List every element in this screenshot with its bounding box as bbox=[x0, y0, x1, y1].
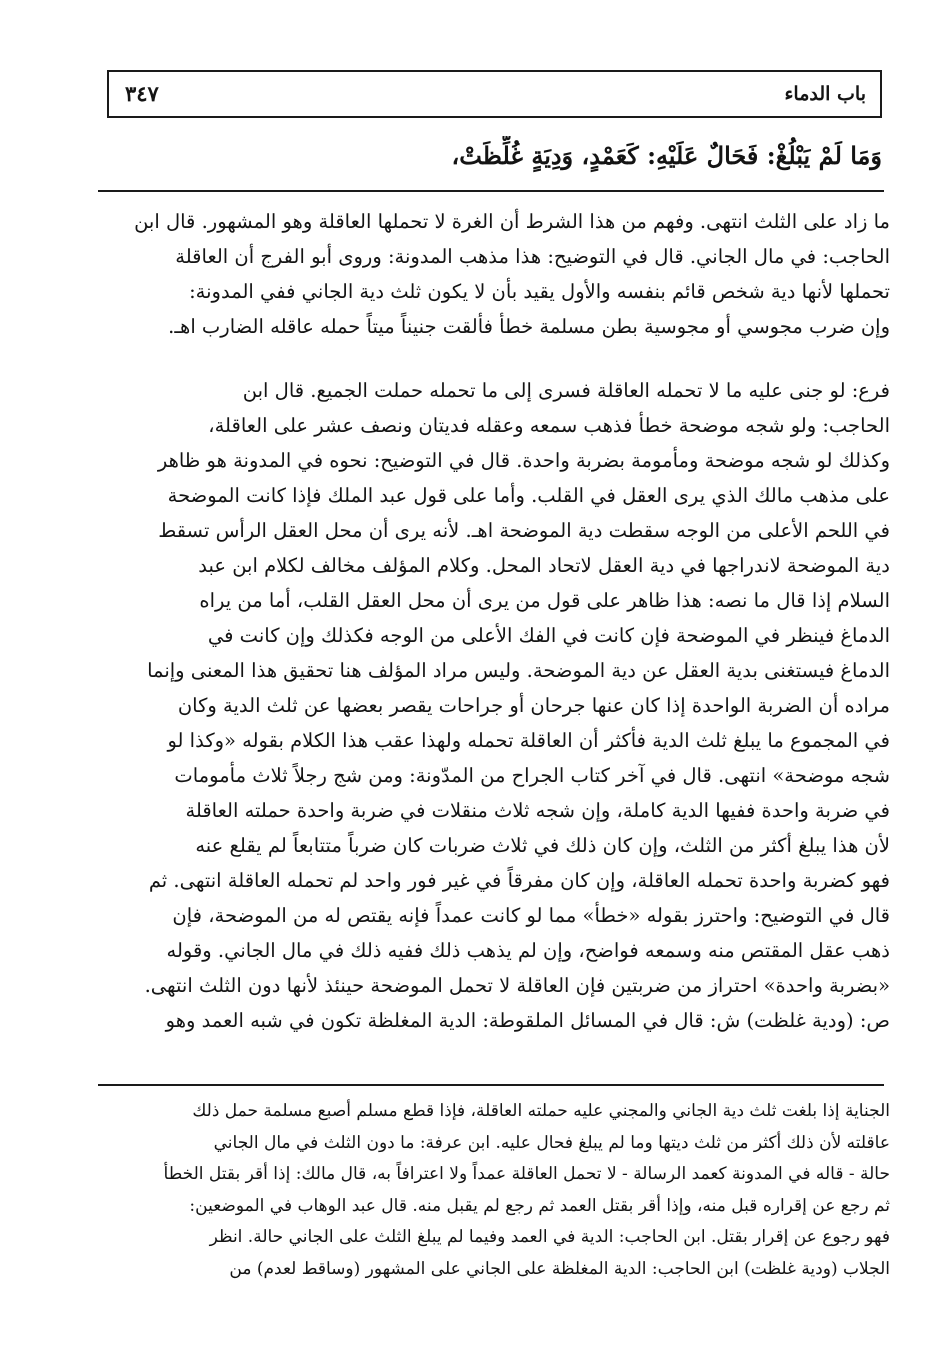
running-header bbox=[107, 70, 882, 118]
commentary-line: ما زاد على الثلث انتهى. وفهم من هذا الشرط أن الغرة لا تحملها العاقلة وهو المشهور. قال ابن bbox=[134, 210, 890, 233]
commentary-line: قال في التوضيح: واحترز بقوله «خطأ» مما لو كانت عمداً فإنه يقتص له من الموضحة، فإن bbox=[172, 904, 890, 927]
commentary-line: لأن هذا يبلغ أكثر من الثلث، وإن كان ذلك في ثلاث ضربات كان ضرباً متتابعاً لم يقلع عنه bbox=[195, 834, 890, 857]
footnotes bbox=[100, 1096, 890, 1285]
commentary-line: وكذلك لو شجه موضحة ومأمومة بضربة واحدة. قال في التوضيح: نحوه في المدونة هو ظاهر bbox=[157, 449, 890, 472]
commentary-line: وإن ضرب مجوسي أو مجوسية بطن مسلمة خطأ فألقت جنيناً ميتاً حمله عاقله الضارب اهـ. bbox=[168, 315, 890, 338]
footnote-divider bbox=[98, 1084, 884, 1086]
commentary-line: ص: (ودية غلظت) ش: قال في المسائل الملقوطة: الدية المغلظة تكون في شبه العمد وهو bbox=[165, 1009, 890, 1032]
commentary-line: الدماغ فينظر في الموضحة فإن كانت في الفك الأعلى من الوجه فكذلك وإن كانت في bbox=[207, 624, 890, 647]
commentary-line: تحملها لأنها دية شخص قائم بنفسه والأول يقيد بأن لا يكون ثلث دية الجاني ففي المدونة: bbox=[189, 280, 890, 303]
footnote-line: ثم رجع عن إقراره قبل منه، وإذا أقر بقتل العمد ثم رجع لم يقبل منه. قال عبد الوهاب في الموضعين: bbox=[189, 1195, 890, 1216]
commentary-line: مراده أن الضربة الواحدة إذا كان عنها جرحان أو جراحات يقصر بعضها عن ثلث الدية وكان bbox=[177, 694, 890, 717]
commentary-paragraph-2 bbox=[92, 373, 890, 1038]
commentary-line: الحاجب: في مال الجاني. قال في التوضيح: هذا مذهب المدونة: وروى أبو الفرج أن العاقلة bbox=[175, 245, 890, 268]
commentary-line: دية الموضحة لاندراجها في دية العقل لاتحاد المحل. وكلام المؤلف مخالف لكلام ابن عبد bbox=[198, 554, 890, 577]
matn-text: وَمَا لَمْ يَبْلُغْ: فَحَالٌ عَلَيْهِ: كَعَمْدٍ، وَدِيَةٍ غُلِّظَتْ، bbox=[451, 141, 882, 170]
commentary-line: في المجموع ما يبلغ ثلث الدية فأكثر أن العاقلة تحمله ولهذا عقب هذا الكلام بقوله «وكذا لو bbox=[167, 729, 890, 752]
commentary-line: في اللحم الأعلى من الوجه سقطت دية الموضحة اهـ. لأنه يرى أن محل العقل الرأس تسقط bbox=[158, 519, 890, 542]
footnote-line: عاقلته لأن ذلك أكثر من ثلث ديتها وما لم يبلغ فحال عليه. ابن عرفة: ما دون الثلث في مال الجاني bbox=[213, 1132, 890, 1153]
footnote-line: الجناية إذا بلغت ثلث دية الجاني والمجني عليه حملته العاقلة، فإذا قطع مسلم أصبع مسلمة حمل ذلك bbox=[192, 1101, 890, 1121]
commentary-line: فرع: لو جنى عليه ما لا تحمله العاقلة فسرى إلى ما تحمله حملت الجميع. قال ابن bbox=[242, 379, 890, 402]
commentary-line: في ضربة واحدة ففيها الدية كاملة، وإن شجه ثلاث منقلات في ضربة واحدة حملته العاقلة bbox=[185, 799, 890, 822]
commentary-line: شجه موضحة» انتهى. قال في آخر كتاب الجراح من المدّونة: ومن شج رجلاً ثلاث مأمومات bbox=[174, 764, 890, 787]
commentary-line: ذهب عقل المقتص منه وسمعه فواضح، وإن لم يذهب ذلك ففيه ذلك في مال الجاني. وقوله bbox=[166, 939, 890, 962]
footnote-line: حالة - قاله في المدونة كعمد الرسالة - لا تحمل العاقلة عمداً ولا اعترافاً به، قال مالك: إذا أقر بقتل الخطأ bbox=[163, 1164, 890, 1184]
footnote-line: فهو رجوع عن إقرار بقتل. ابن الحاجب: الدية في العمد وفيما لم يبلغ الثلث على الجاني حالة. انظر bbox=[209, 1227, 890, 1247]
matn-divider bbox=[98, 190, 884, 192]
footnote-line: الجلاب (ودية غلظت) ابن الحاجب: الدية المغلظة على الجاني على المشهور (وساقط لعدم) من bbox=[229, 1258, 890, 1279]
commentary-line: السلام إذا قال ما نصه: هذا ظاهر على قول من يرى أن محل العقل القلب، أما من يراه bbox=[199, 589, 890, 612]
commentary-line: «بضربة واحدة» احتراز من ضربتين فإن العاقلة لا تحمل الموضحة حينئذ لأنها دون الثلث انتهى. bbox=[144, 974, 890, 997]
commentary-line: الحاجب: ولو شجه موضحة خطأ فذهب سمعه وعقله فديتان ونصف عشر على العاقلة، bbox=[208, 414, 890, 437]
commentary-paragraph-1 bbox=[92, 204, 890, 344]
chapter-title: باب الدماء bbox=[784, 83, 866, 105]
page-number: ٣٤٧ bbox=[125, 81, 159, 106]
commentary-line: الدماغ فيستغنى بدية العقل عن دية الموضحة. وليس مراد المؤلف هنا تحقيق هذا المعنى وإنما bbox=[147, 659, 890, 682]
commentary-line: فهو كضربة واحدة تحمله العاقلة، وإن كان مفرقاً في غير فور واحد لم تحمله العاقلة انتهى. ثم bbox=[148, 869, 890, 892]
commentary-line: على مذهب مالك الذي يرى العقل في القلب. وأما على قول عبد الملك فإذا كانت الموضحة bbox=[167, 484, 890, 507]
